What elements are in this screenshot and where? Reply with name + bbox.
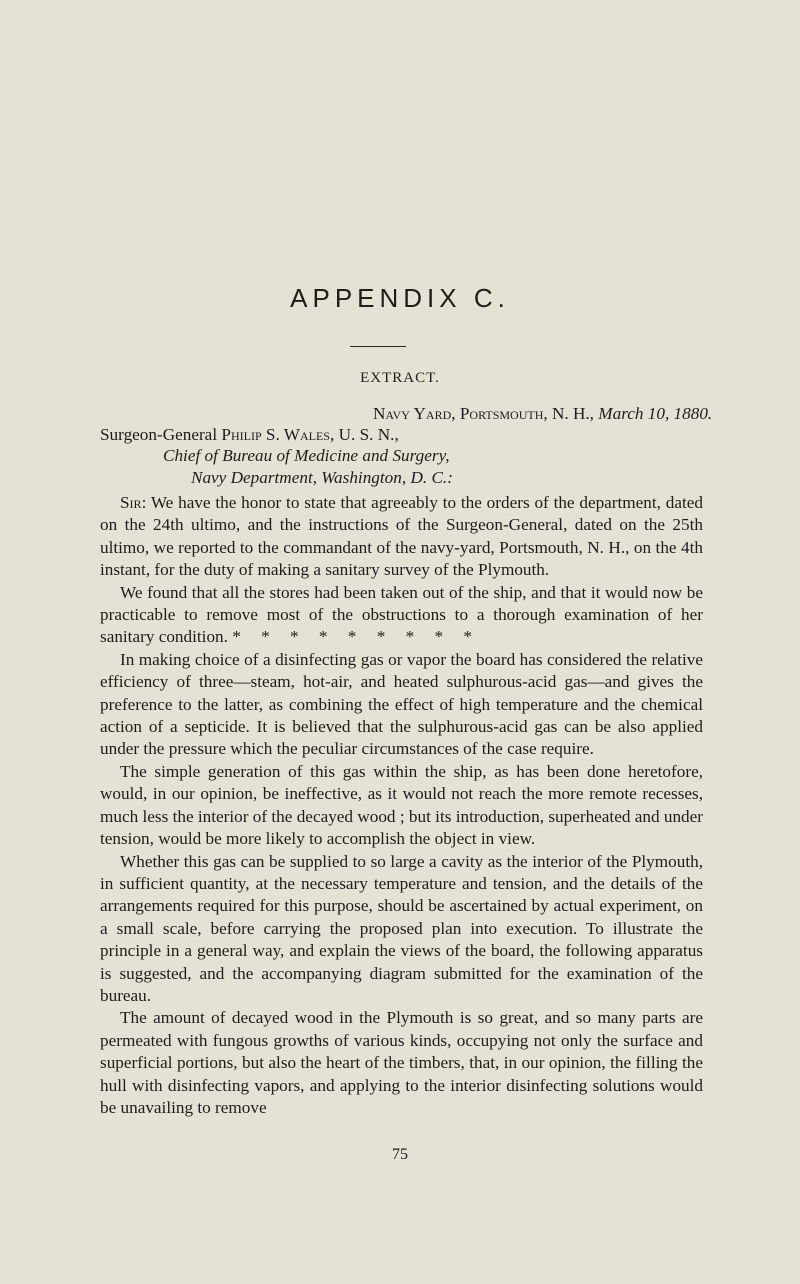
addressee-line-2: Chief of Bureau of Medicine and Surgery, bbox=[163, 446, 450, 465]
appendix-title: APPENDIX C. bbox=[290, 283, 510, 313]
paragraph-3: In making choice of a disinfecting gas or vapor the board has considered the relative efficiency of three—steam, hot-air, and heated sulphurous-acid gas—and gives the preference to the latter, as combining the effect of high temperature and the chemical action of a septicide. It is believed that the sulphurous-acid gas can be also applied under the pressure which the peculiar circumstances of the case require. bbox=[100, 649, 703, 759]
dateline-date: March 10, 1880. bbox=[598, 404, 713, 423]
addressee-line-1 bbox=[100, 424, 399, 446]
addressee-name: Philip S. Wales bbox=[221, 425, 330, 444]
paragraph-2: We found that all the stores had been taken out of the ship, and that it would now be practicable to remove most of the obstructions to a thorough examination of her sanitary condition. * * * * * * * * * bbox=[100, 582, 703, 647]
addressee-title: Surgeon-General bbox=[100, 425, 218, 444]
addressee-line-3: Navy Department, Washington, D. C.: bbox=[191, 468, 453, 487]
letter-body bbox=[100, 492, 703, 1119]
paragraph-5: Whether this gas can be supplied to so large a cavity as the interior of the Plymouth, in sufficient quantity, at the necessary temperature and tension, and the details of the arrangements required for this purpose, should be ascertained by actual experiment, on a small scale, before carrying the proposed plan into execution. To illustrate the principle in a general way, and explain the views of the board, the following apparatus is suggested, and the accompanying diagram submitted for the examination of the bureau. bbox=[100, 851, 703, 1005]
paragraph-1: Sir: We have the honor to state that agreeably to the orders of the department, dated on the 24th ultimo, and the instructions of the Surgeon-General, dated on the 25th ultimo, we reported to the commandant of the navy-yard, Portsmouth, N. H., on the 4th instant, for the duty of making a sanitary survey of the Plymouth. bbox=[100, 493, 703, 580]
ellipsis-stars: * * * * * * * * * bbox=[232, 627, 480, 647]
paragraph-6: The amount of decayed wood in the Plymouth is so great, and so many parts are permeated with fungous growths of various kinds, occupying not only the surface and superficial portions, but also the heart of the timbers, that, in our opinion, the filling the hull with disinfecting vapors, and applying to the interior disinfecting solutions would be unavailing to remove bbox=[100, 1008, 703, 1117]
addressee-rank: , U. S. N., bbox=[329, 425, 399, 444]
dateline bbox=[373, 403, 712, 425]
paragraph-4: The simple generation of this gas within the ship, as has been done heretofore, would, in our opinion, be ineffective, as it would not reach the more remote recesses, much less the interior of the decayed wood ; but its introduction, superheated and under tension, would be more likely to accomplish the object in view. bbox=[100, 761, 703, 849]
salutation: Sir bbox=[120, 493, 142, 512]
title-divider bbox=[350, 346, 406, 347]
extract-heading: EXTRACT. bbox=[360, 370, 440, 386]
page-number: 75 bbox=[392, 1146, 408, 1163]
dateline-place: Navy Yard, Portsmouth, N. H., bbox=[373, 404, 594, 423]
